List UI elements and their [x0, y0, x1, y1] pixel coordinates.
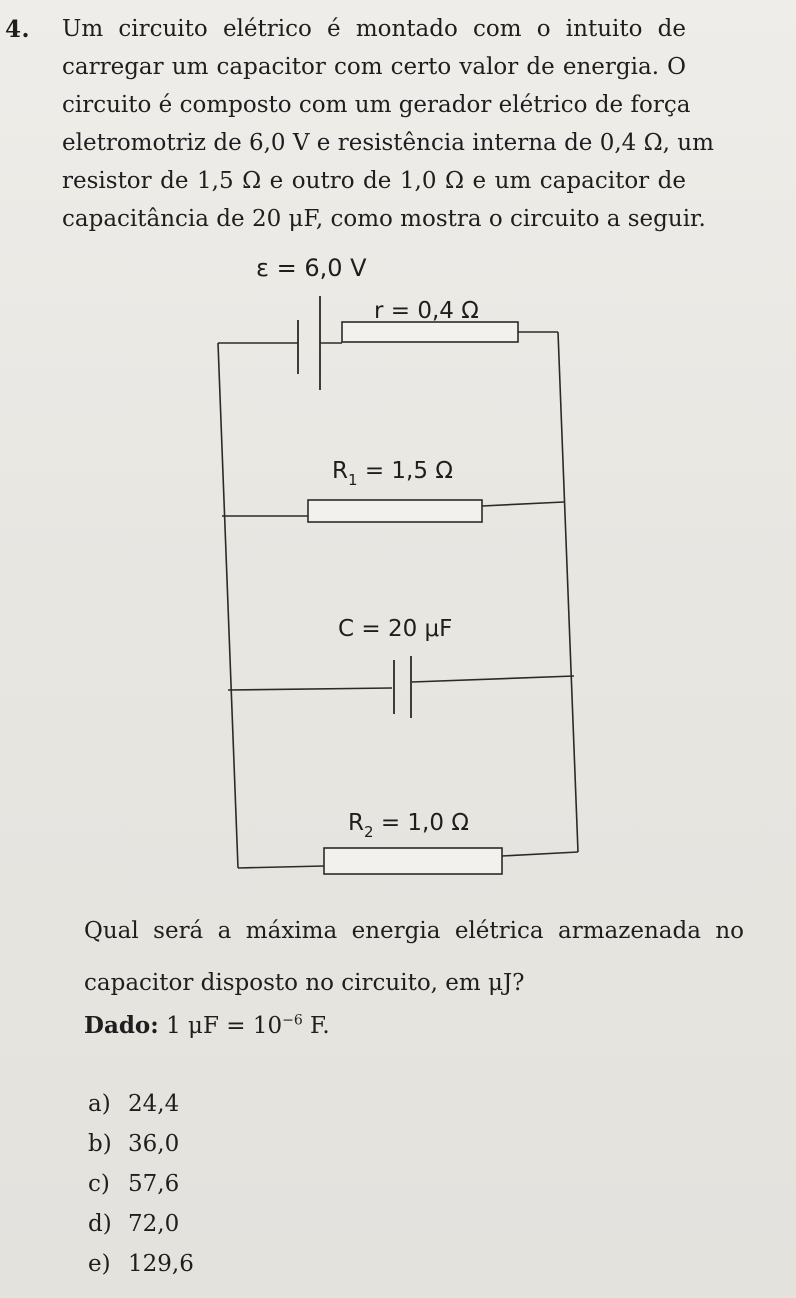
option-b[interactable] [88, 1124, 194, 1164]
option-letter: a) [88, 1091, 111, 1117]
wire [238, 866, 324, 868]
option-letter: e) [88, 1251, 111, 1277]
option-letter: d) [88, 1211, 112, 1237]
option-value: 24,4 [128, 1091, 180, 1117]
option-c[interactable] [88, 1164, 194, 1204]
wire [228, 688, 392, 690]
stem-line: carregar um capacitor com certo valor de energia. O [62, 54, 686, 80]
option-value: 57,6 [128, 1171, 180, 1197]
internal-resistor [342, 322, 518, 342]
wire [412, 676, 574, 682]
given-data [84, 1012, 330, 1039]
option-letter: b) [88, 1131, 112, 1157]
option-a[interactable] [88, 1084, 194, 1124]
r1-label: $R_1 = 1,5$ Ω [332, 458, 453, 489]
emf-label: ε = 6,0 V [256, 254, 367, 282]
question-prompt [84, 905, 744, 1009]
capacitor-label: C = 20 μF [338, 616, 453, 642]
answer-options [88, 1084, 194, 1284]
prompt-line: capacitor disposto no circuito, em μJ? [84, 970, 525, 996]
stem-line: circuito é composto com um gerador elétrico de força [62, 92, 691, 118]
given-exponent: −6 [282, 1012, 303, 1029]
r2-label: $R_2 = 1,0$ Ω [348, 810, 469, 841]
option-value: 72,0 [128, 1211, 180, 1237]
given-base: 1 μF = 10 [166, 1013, 283, 1039]
option-value: 129,6 [128, 1251, 194, 1277]
question-number: 4. [5, 16, 31, 43]
option-d[interactable] [88, 1204, 194, 1244]
option-letter: c) [88, 1171, 110, 1197]
stem-line: eletromotriz de 6,0 V e resistência interna de 0,4 Ω, um [62, 130, 714, 156]
question-stem [62, 10, 714, 238]
resistor-r2 [324, 848, 502, 874]
stem-line: resistor de 1,5 Ω e outro de 1,0 Ω e um capacitor de [62, 168, 686, 194]
circuit-diagram [200, 240, 620, 890]
resistor-r1 [308, 500, 482, 522]
option-value: 36,0 [128, 1131, 180, 1157]
prompt-line: Qual será a máxima energia elétrica armazenada no [84, 918, 744, 944]
wire [502, 852, 578, 856]
option-e[interactable] [88, 1244, 194, 1284]
internal-resistance-label: r = 0,4 Ω [374, 298, 479, 324]
right-rail [558, 332, 578, 852]
stem-line: Um circuito elétrico é montado com o intuito de [62, 16, 686, 42]
wire [482, 502, 564, 506]
given-label: Dado: [84, 1012, 159, 1039]
given-unit: F. [302, 1013, 330, 1039]
stem-line: capacitância de 20 μF, como mostra o circuito a seguir. [62, 206, 706, 232]
left-rail [218, 343, 238, 868]
